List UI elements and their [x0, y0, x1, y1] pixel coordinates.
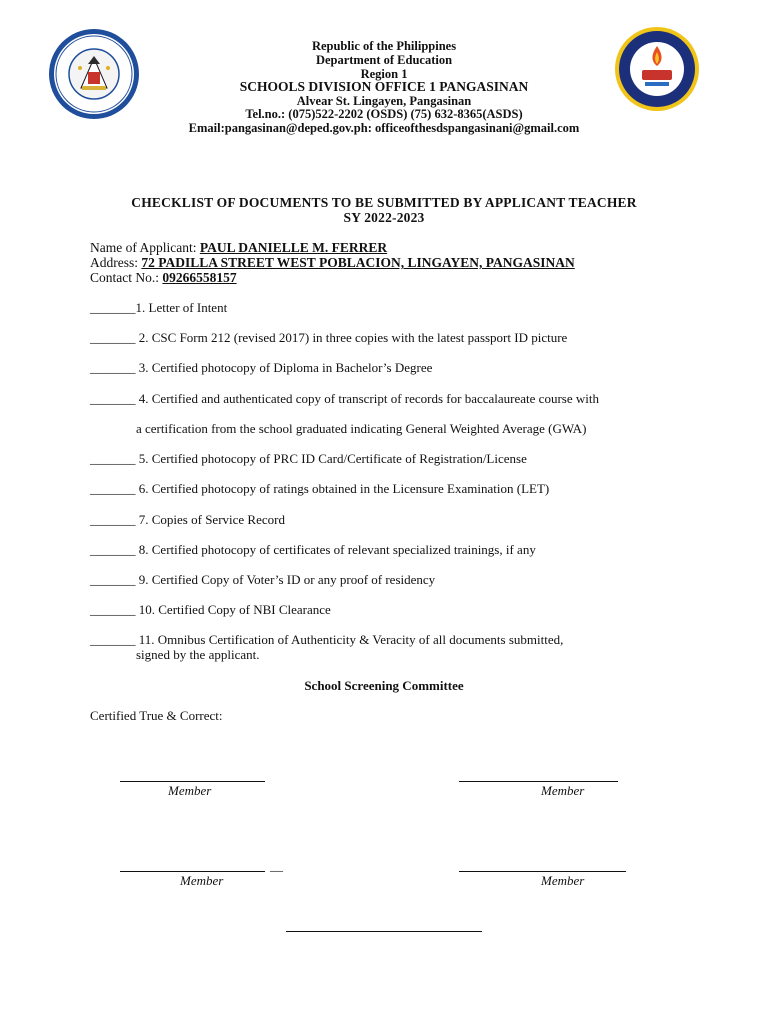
applicant-name-label: Name of Applicant:	[90, 240, 200, 255]
checklist-item-4-continuation: a certification from the school graduated indicating General Weighted Average (GWA)	[136, 421, 587, 436]
signature-line-member-2	[459, 781, 618, 782]
document-school-year: SY 2022-2023	[343, 210, 425, 225]
member-label-1: Member	[168, 783, 212, 798]
certified-true-correct-label: Certified True & Correct:	[90, 708, 223, 723]
letterhead-republic: Republic of the Philippines	[311, 39, 457, 53]
signature-dash: __	[270, 858, 283, 873]
checklist-item-10: _______ 10. Certified Copy of NBI Clearance	[90, 602, 331, 617]
checklist-item-1: _______1. Letter of Intent	[90, 300, 228, 315]
signature-line-member-4	[459, 871, 626, 872]
applicant-contact-value: 09266558157	[162, 270, 237, 285]
letterhead-region: Region 1	[360, 67, 408, 81]
applicant-contact-field	[90, 270, 237, 285]
checklist-item-3: _______ 3. Certified photocopy of Diploma in Bachelor’s Degree	[90, 360, 433, 375]
committee-heading: School Screening Committee	[304, 678, 464, 693]
checklist-item-5: _______ 5. Certified photocopy of PRC ID Card/Certificate of Registration/License	[90, 451, 527, 466]
checklist-item-6: _______ 6. Certified photocopy of ratings obtained in the Licensure Examination (LET)	[90, 481, 550, 496]
member-label-2: Member	[541, 783, 585, 798]
letterhead-department: Department of Education	[315, 53, 453, 67]
checklist-item-9: _______ 9. Certified Copy of Voter’s ID or any proof of residency	[90, 572, 436, 587]
checklist-item-4: _______ 4. Certified and authenticated copy of transcript of records for baccalaureate course with	[90, 391, 599, 406]
checklist-item-7: _______ 7. Copies of Service Record	[90, 512, 285, 527]
signature-line-member-1	[120, 781, 265, 782]
member-label-3: Member	[180, 873, 224, 888]
checklist-item-11-continuation: signed by the applicant.	[136, 647, 260, 662]
applicant-address-label: Address:	[90, 255, 142, 270]
signature-line-bottom	[286, 931, 482, 932]
letterhead-telephone: Tel.no.: (075)522-2202 (OSDS) (75) 632-8365(ASDS)	[245, 107, 523, 121]
checklist-item-8: _______ 8. Certified photocopy of certificates of relevant specialized trainings, if any	[90, 542, 536, 557]
checklist-item-2: _______ 2. CSC Form 212 (revised 2017) in three copies with the latest passport ID picture	[90, 330, 568, 345]
document-title: CHECKLIST OF DOCUMENTS TO BE SUBMITTED BY APPLICANT TEACHER	[131, 195, 637, 210]
applicant-name-value: PAUL DANIELLE M. FERRER	[199, 240, 388, 255]
letterhead-address: Alvear St. Lingayen, Pangasinan	[296, 94, 472, 108]
applicant-address-field	[90, 255, 575, 270]
applicant-address-value: 72 PADILLA STREET WEST POBLACION, LINGAYEN, PANGASINAN	[141, 255, 575, 270]
applicant-contact-label: Contact No.:	[90, 270, 163, 285]
applicant-name-field	[90, 240, 387, 255]
letterhead-email: Email:pangasinan@deped.gov.ph: officeofthesdspangasinani@gmail.com	[188, 121, 580, 135]
signature-line-member-3	[120, 871, 265, 872]
checklist-item-11: _______ 11. Omnibus Certification of Authenticity & Veracity of all documents submitted,	[90, 632, 564, 647]
letterhead-division: SCHOOLS DIVISION OFFICE 1 PANGASINAN	[239, 79, 529, 94]
member-label-4: Member	[541, 873, 585, 888]
